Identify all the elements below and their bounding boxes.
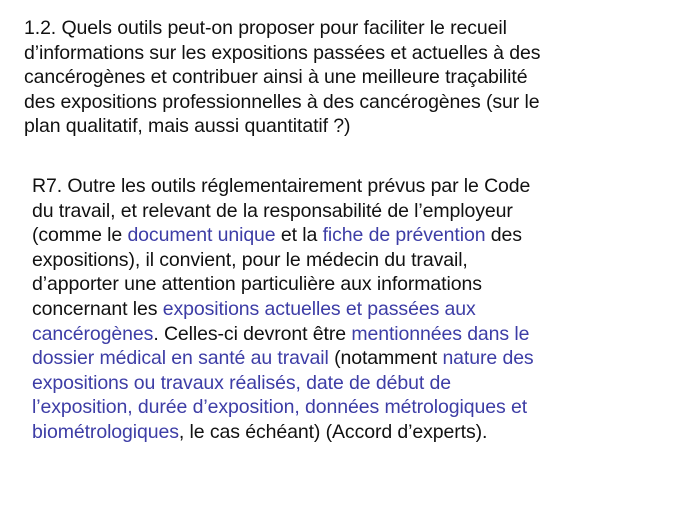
answer-text: (comme le: [32, 224, 128, 247]
answer-line: l’exposition, durée d’exposition, données métrologiques et: [32, 396, 528, 419]
highlight-fiche-prevention: fiche de prévention: [322, 224, 486, 247]
question-line: d’informations sur les expositions passées et actuelles à des: [24, 41, 541, 64]
answer-text: , le cas échéant) (Accord d’experts).: [178, 420, 488, 443]
answer-line: du travail, et relevant de la responsabilité de l’employeur: [32, 199, 513, 222]
answer-line: [32, 223, 657, 248]
answer-text: concernant les: [32, 297, 163, 320]
answer-line: expositions), il convient, pour le médecin du travail,: [32, 248, 468, 271]
highlight-mentionnees: mentionnées dans le: [351, 322, 530, 345]
question-text: [24, 16, 654, 139]
question-line: plan qualitatif, mais aussi quantitatif ?): [24, 115, 351, 138]
answer-line: [32, 346, 657, 371]
answer-line: expositions ou travaux réalisés, date de début de: [32, 371, 451, 394]
highlight-biometrologiques: biométrologiques: [32, 420, 179, 443]
answer-line: [32, 297, 657, 322]
answer-line: [32, 420, 657, 445]
answer-line: d’apporter une attention particulière aux informations: [32, 273, 482, 296]
highlight-expositions: expositions actuelles et passées aux: [162, 297, 476, 320]
answer-text: des: [485, 224, 522, 247]
highlight-cancerogenes: cancérogènes: [32, 322, 154, 345]
answer-text: (notamment: [328, 347, 443, 370]
answer-text: . Celles-ci devront être: [153, 322, 352, 345]
question-line: cancérogènes et contribuer ainsi à une meilleure traçabilité: [24, 66, 528, 89]
answer-line: R7. Outre les outils réglementairement prévus par le Code: [32, 175, 531, 197]
question-line: 1.2. Quels outils peut-on proposer pour faciliter le recueil: [24, 17, 507, 39]
question-line: des expositions professionnelles à des cancérogènes (sur le: [24, 90, 540, 113]
highlight-nature: nature des: [442, 347, 534, 370]
highlight-dossier-medical: dossier médical en santé au travail: [32, 347, 329, 370]
recommendation-text: [32, 174, 657, 445]
highlight-document-unique: document unique: [127, 224, 276, 247]
answer-line: [32, 322, 657, 347]
answer-text: et la: [275, 224, 323, 247]
